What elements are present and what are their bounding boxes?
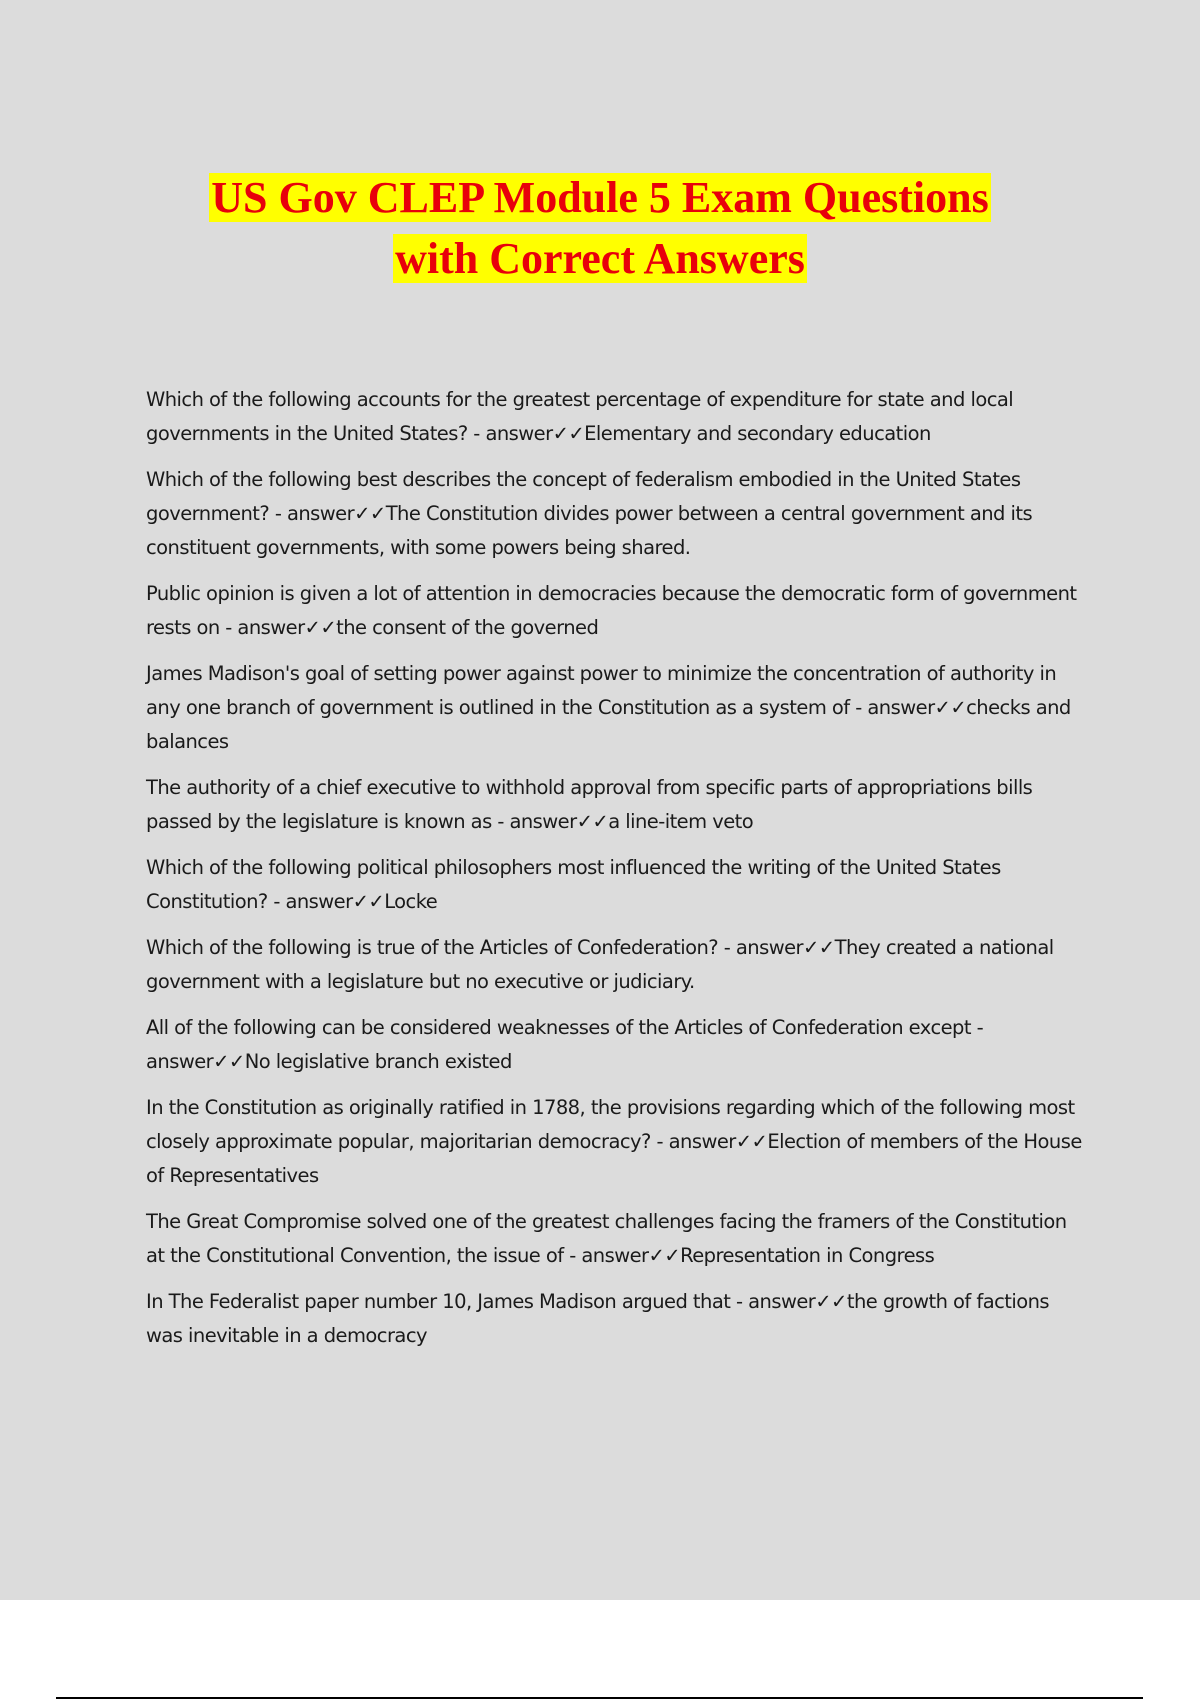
- footer-divider: [56, 1697, 1143, 1699]
- answer-text: No legislative branch existed: [244, 1050, 512, 1073]
- question-text: Which of the following political philosophers most influenced the writing of the United States Constitution?: [146, 856, 1001, 913]
- question-text: In The Federalist paper number 10, James Madison argued that: [146, 1290, 731, 1313]
- answer-separator: - answer✓✓: [849, 696, 967, 719]
- answer-separator: - answer✓✓: [563, 1244, 681, 1267]
- answer-text: They created a national government with a legislature but no executive or judiciary.: [146, 936, 1054, 993]
- qa-item: [146, 931, 1086, 999]
- answer-text: the growth of factions was inevitable in a democracy: [146, 1290, 1050, 1347]
- answer-text: Representation in Congress: [680, 1244, 935, 1267]
- qa-item: [146, 657, 1086, 759]
- question-text: Public opinion is given a lot of attention in democracies because the democratic form of government rests on: [146, 582, 1077, 639]
- answer-text: Locke: [384, 890, 438, 913]
- question-text: In the Constitution as originally ratified in 1788, the provisions regarding which of the following most closely approximate popular, majoritarian democracy?: [146, 1096, 1075, 1153]
- answer-separator: - answer✓✓: [650, 1130, 768, 1153]
- title-line-1: US Gov CLEP Module 5 Exam Questions: [211, 173, 989, 222]
- answer-separator: - answer✓✓: [269, 502, 386, 525]
- question-text: Which of the following accounts for the greatest percentage of expenditure for state and local governments in the United States?: [146, 388, 1014, 445]
- answer-text: checks and balances: [146, 696, 1071, 753]
- qa-item: [146, 577, 1086, 645]
- answer-text: a line-item veto: [608, 810, 754, 833]
- question-text: The Great Compromise solved one of the greatest challenges facing the framers of the Constitution at the Constitutional Convention, the issue of: [146, 1210, 1067, 1267]
- qa-item: [146, 1205, 1086, 1273]
- answer-text: Elementary and secondary education: [584, 422, 931, 445]
- qa-item: [146, 851, 1086, 919]
- answer-separator: - answer✓✓: [491, 810, 609, 833]
- answer-text: Election of members of the House of Representatives: [146, 1130, 1082, 1187]
- qa-item: [146, 1011, 1086, 1079]
- answer-separator: - answer✓✓: [730, 1290, 847, 1313]
- document-title: [0, 167, 1200, 289]
- question-answer-list: [146, 383, 1086, 1365]
- qa-item: [146, 463, 1086, 565]
- question-text: All of the following can be considered weaknesses of the Articles of Confederation except: [146, 1016, 971, 1039]
- title-line-2: with Correct Answers: [395, 234, 805, 283]
- question-text: Which of the following best describes the concept of federalism embodied in the United States government?: [146, 468, 1021, 525]
- question-text: The authority of a chief executive to withhold approval from specific parts of appropriations bills passed by the legislature is known as: [146, 776, 1033, 833]
- answer-separator: - answer✓✓: [467, 422, 585, 445]
- answer-text: The Constitution divides power between a central government and its constituent governments, with some powers being shared.: [146, 502, 1033, 559]
- answer-separator: - answer✓✓: [146, 1016, 984, 1073]
- qa-item: [146, 383, 1086, 451]
- qa-item: [146, 771, 1086, 839]
- qa-item: [146, 1091, 1086, 1193]
- answer-separator: - answer✓✓: [219, 616, 337, 639]
- answer-text: the consent of the governed: [336, 616, 599, 639]
- question-text: Which of the following is true of the Articles of Confederation?: [146, 936, 719, 959]
- answer-separator: - answer✓✓: [267, 890, 385, 913]
- qa-item: [146, 1285, 1086, 1353]
- answer-separator: - answer✓✓: [718, 936, 835, 959]
- question-text: James Madison's goal of setting power against power to minimize the concentration of authority in any one branch of government is outlined in the Constitution as a system of: [146, 662, 1057, 719]
